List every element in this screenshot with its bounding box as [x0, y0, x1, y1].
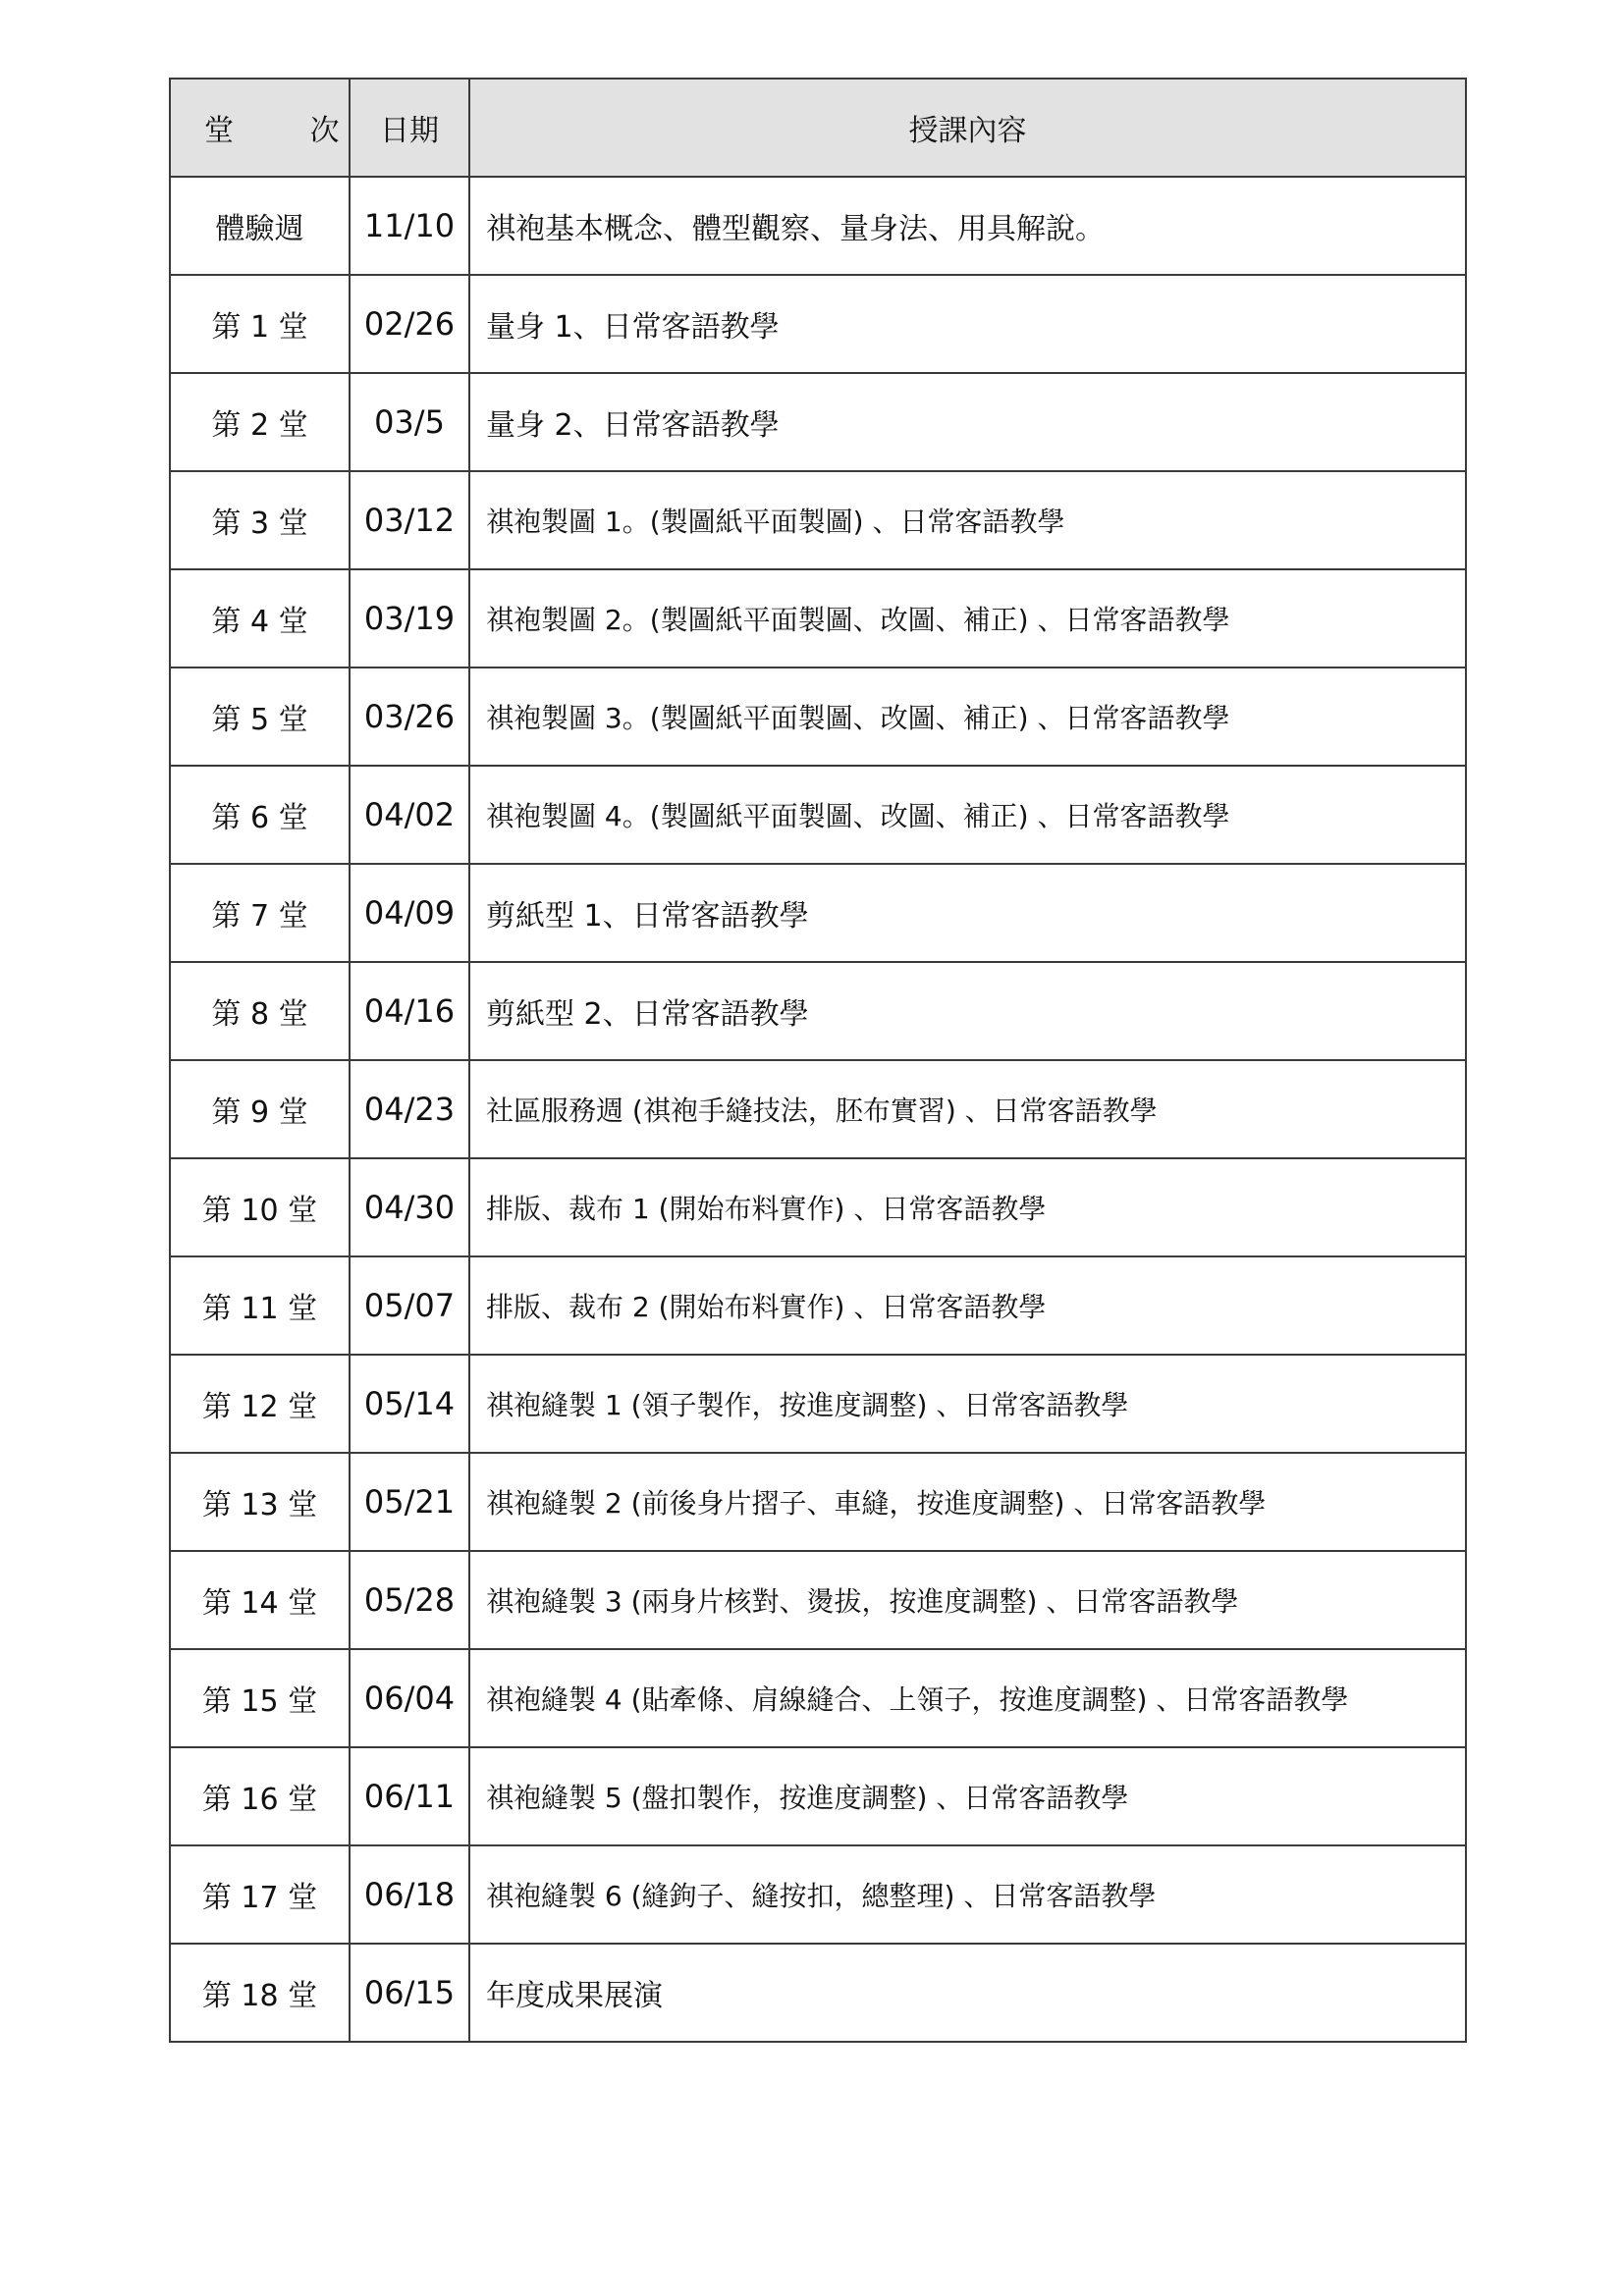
session-cell: 第 4 堂 [170, 569, 350, 667]
session-cell: 第 13 堂 [170, 1453, 350, 1551]
content-cell: 祺袍製圖 2。(製圖紙平面製圖、改圖、補正) 、日常客語教學 [469, 569, 1466, 667]
session-cell: 第 8 堂 [170, 962, 350, 1060]
table-row [170, 1649, 1466, 1747]
table-row [170, 1453, 1466, 1551]
table-row [170, 177, 1466, 275]
content-cell: 排版、裁布 2 (開始布料實作) 、日常客語教學 [469, 1256, 1466, 1355]
session-cell: 第 5 堂 [170, 667, 350, 766]
date-cell: 06/18 [350, 1845, 469, 1944]
content-cell: 量身 1、日常客語教學 [469, 275, 1466, 373]
session-cell: 第 7 堂 [170, 864, 350, 962]
content-cell: 剪紙型 2、日常客語教學 [469, 962, 1466, 1060]
date-cell: 06/11 [350, 1747, 469, 1845]
session-cell: 第 16 堂 [170, 1747, 350, 1845]
content-cell: 祺袍製圖 4。(製圖紙平面製圖、改圖、補正) 、日常客語教學 [469, 766, 1466, 864]
date-cell: 02/26 [350, 275, 469, 373]
table-row [170, 1747, 1466, 1845]
table-header [170, 79, 1466, 177]
session-cell: 第 1 堂 [170, 275, 350, 373]
date-cell: 04/02 [350, 766, 469, 864]
session-cell: 第 11 堂 [170, 1256, 350, 1355]
header-date: 日期 [350, 79, 469, 177]
session-cell: 第 14 堂 [170, 1551, 350, 1649]
session-cell: 第 18 堂 [170, 1944, 350, 2042]
table-row [170, 1944, 1466, 2042]
table-row [170, 275, 1466, 373]
date-cell: 03/19 [350, 569, 469, 667]
course-schedule-table [169, 78, 1467, 2043]
date-cell: 04/23 [350, 1060, 469, 1158]
content-cell: 祺袍縫製 3 (兩身片核對、燙拔，按進度調整) 、日常客語教學 [469, 1551, 1466, 1649]
header-content: 授課內容 [469, 79, 1466, 177]
session-cell: 第 2 堂 [170, 373, 350, 471]
content-cell: 祺袍製圖 1。(製圖紙平面製圖) 、日常客語教學 [469, 471, 1466, 569]
content-cell: 剪紙型 1、日常客語教學 [469, 864, 1466, 962]
session-cell: 第 12 堂 [170, 1355, 350, 1453]
content-cell: 祺袍縫製 4 (貼牽條、肩線縫合、上領子，按進度調整) 、日常客語教學 [469, 1649, 1466, 1747]
table-row [170, 1845, 1466, 1944]
date-cell: 04/30 [350, 1158, 469, 1256]
date-cell: 11/10 [350, 177, 469, 275]
date-cell: 04/16 [350, 962, 469, 1060]
table-row [170, 373, 1466, 471]
table-row [170, 1551, 1466, 1649]
session-cell: 第 17 堂 [170, 1845, 350, 1944]
date-cell: 05/28 [350, 1551, 469, 1649]
date-cell: 05/21 [350, 1453, 469, 1551]
table-row [170, 1060, 1466, 1158]
date-cell: 05/07 [350, 1256, 469, 1355]
content-cell: 量身 2、日常客語教學 [469, 373, 1466, 471]
content-cell: 祺袍縫製 1 (領子製作，按進度調整) 、日常客語教學 [469, 1355, 1466, 1453]
table-row [170, 471, 1466, 569]
table-row [170, 1158, 1466, 1256]
date-cell: 03/12 [350, 471, 469, 569]
table-row [170, 962, 1466, 1060]
table-row [170, 1256, 1466, 1355]
session-cell: 第 10 堂 [170, 1158, 350, 1256]
session-cell: 第 15 堂 [170, 1649, 350, 1747]
content-cell: 祺袍縫製 6 (縫鉤子、縫按扣，總整理) 、日常客語教學 [469, 1845, 1466, 1944]
header-session: 堂 次 [170, 79, 350, 177]
session-cell: 體驗週 [170, 177, 350, 275]
header-row [170, 79, 1466, 177]
date-cell: 06/15 [350, 1944, 469, 2042]
date-cell: 05/14 [350, 1355, 469, 1453]
content-cell: 祺袍縫製 2 (前後身片摺子、車縫，按進度調整) 、日常客語教學 [469, 1453, 1466, 1551]
date-cell: 03/26 [350, 667, 469, 766]
session-cell: 第 3 堂 [170, 471, 350, 569]
table-row [170, 864, 1466, 962]
table-row [170, 569, 1466, 667]
table-body [170, 177, 1466, 2042]
table-row [170, 1355, 1466, 1453]
date-cell: 04/09 [350, 864, 469, 962]
table-row [170, 667, 1466, 766]
content-cell: 排版、裁布 1 (開始布料實作) 、日常客語教學 [469, 1158, 1466, 1256]
content-cell: 年度成果展演 [469, 1944, 1466, 2042]
table-row [170, 766, 1466, 864]
session-cell: 第 6 堂 [170, 766, 350, 864]
date-cell: 03/5 [350, 373, 469, 471]
content-cell: 祺袍基本概念、體型觀察、量身法、用具解說。 [469, 177, 1466, 275]
content-cell: 祺袍製圖 3。(製圖紙平面製圖、改圖、補正) 、日常客語教學 [469, 667, 1466, 766]
date-cell: 06/04 [350, 1649, 469, 1747]
content-cell: 社區服務週 (祺袍手縫技法，胚布實習) 、日常客語教學 [469, 1060, 1466, 1158]
session-cell: 第 9 堂 [170, 1060, 350, 1158]
content-cell: 祺袍縫製 5 (盤扣製作，按進度調整) 、日常客語教學 [469, 1747, 1466, 1845]
